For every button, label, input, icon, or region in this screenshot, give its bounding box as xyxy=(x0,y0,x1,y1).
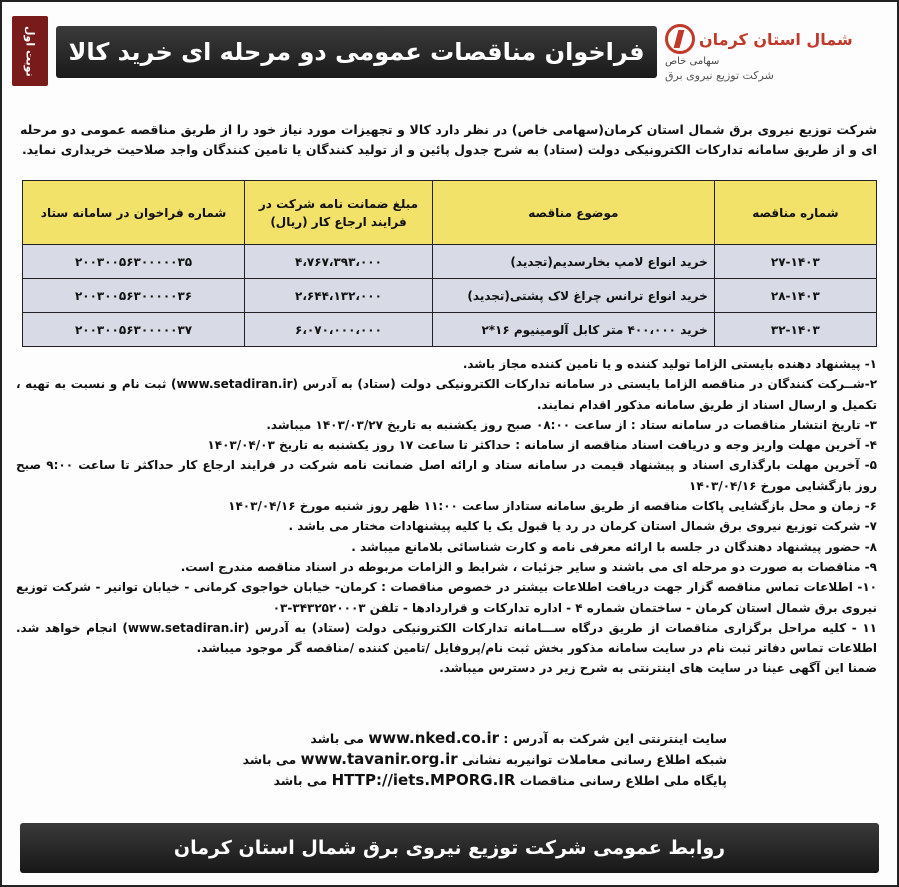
column-header-setad: شماره فراخوان در سامانه ستاد xyxy=(23,181,245,245)
tender-table xyxy=(22,180,877,347)
clause-item: ۱۱ - کلیه مراحل برگزاری مناقصات از طریق درگاه ســـامانه تدارکات الکترونیکی دولت (ستاد) به آدرس (www.setadiran.ir) انجام خواهد شد. اطلاعات تماس دفاتر ثبت نام در سایت سامانه مذکور بخش ثبت نام/پروفایل /تامین کننده /مناقصه گر موجود میباشد. xyxy=(16,620,877,656)
clause-item: ۲-شــرکت کنندگان در مناقصه الزاما بایستی در سامانه تدارکات الکترونیکی دولت (ستاد) به آدرس (www.setadiran.ir) ثبت نام و نسبت به تهیه ، تکمیل و ارسال اسناد از طریق سامانه مذکور اقدام نمایند. xyxy=(16,377,878,412)
table-row xyxy=(23,245,877,279)
table-row xyxy=(23,279,877,313)
table-row xyxy=(23,313,877,347)
setad-number: ۲۰۰۳۰۰۵۶۳۰۰۰۰۰۳۵ xyxy=(23,245,245,279)
website-line: سایت اینترنتی این شرکت به آدرس : www.nked.co.ir می باشد xyxy=(310,729,727,747)
clause-item: ۴- آخرین مهلت واریز وجه و دریافت اسناد مناقصه از سامانه : حداکثر تا ساعت ۱۷ روز یکشنبه به تاریخ ۱۴۰۳/۰۴/۰۳ xyxy=(207,438,877,453)
column-header-subject: موضوع مناقصه xyxy=(432,181,714,245)
clause-item: ۵- آخرین مهلت بارگذاری اسناد و پیشنهاد قیمت در سامانه ستاد و ارائه اصل ضمانت نامه شرکت در فرایند ارجاع کار حداکثر تا ساعت ۹:۰۰ صبح روز بازگشایی مورخ ۱۴۰۳/۰۴/۱۶ xyxy=(16,458,877,493)
clause-item: ۸- حضور پیشنهاد دهندگان در جلسه با ارائه معرفی نامه و کارت شناسائی بلامانع میباشد . xyxy=(351,539,877,554)
column-header-guarantee: مبلغ ضمانت نامه شرکت در فرایند ارجاع کار (ریال) xyxy=(245,181,433,245)
clause-item: ۹- مناقصات به صورت دو مرحله ای می باشند و سایر جزئیات ، شرایط و الزامات مربوطه در اسناد مناقصه مندرج است. xyxy=(180,559,877,574)
website-line: شبکه اطلاع رسانی معاملات توانیربه نشانی www.tavanir.org.ir می باشد xyxy=(242,750,727,768)
tender-subject: خرید ۴۰۰،۰۰۰ متر کابل آلومینیوم ۱۶*۲ xyxy=(432,313,714,347)
logo-subtitle: سهامی خاص xyxy=(665,56,720,67)
logo-name: شمال استان کرمان xyxy=(699,29,853,49)
intro-paragraph: شرکت توزیع نیروی برق شمال استان کرمان(سهامی خاص) در نظر دارد کالا و تجهیزات مورد نیاز خود را از طریق مناقصه عمومی دو مرحله ای و از طریق سامانه تدارکات الکترونیکی دولت (ستاد) به شرح جدول پائین و از تولید کنندگان یا تامین کنندگان واجد صلاحیت خریداری نماید. xyxy=(20,122,877,157)
setad-number: ۲۰۰۳۰۰۵۶۳۰۰۰۰۰۳۶ xyxy=(23,279,245,313)
tender-number: ۳۲-۱۴۰۳ xyxy=(714,313,876,347)
clause-item: ۱- پیشنهاد دهنده بایستی الزاما تولید کننده و یا تامین کننده مجاز باشد. xyxy=(462,357,877,371)
guarantee-amount: ۶،۰۷۰،۰۰۰،۰۰۰ xyxy=(245,313,433,347)
header xyxy=(12,16,887,88)
clause-item: ۶- زمان و محل بازگشایی پاکات مناقصه از طریق سامانه ستاداز ساعت ۱۱:۰۰ ظهر روز شنبه مورخ ۱۴۰۳/۰۴/۱۶ xyxy=(228,499,877,514)
lightning-logo-icon xyxy=(665,24,695,54)
website-link[interactable]: www.tavanir.org.ir xyxy=(300,750,458,768)
websites-list xyxy=(132,728,727,791)
table-header-row xyxy=(23,181,877,245)
logo-company-name: شرکت توزیع نیروی برق xyxy=(665,69,774,82)
page-title: فراخوان مناقصات عمومی دو مرحله ای خرید کالا xyxy=(56,26,657,78)
guarantee-amount: ۴،۷۶۷،۳۹۳،۰۰۰ xyxy=(245,245,433,279)
tender-number: ۲۷-۱۴۰۳ xyxy=(714,245,876,279)
website-link[interactable]: www.nked.co.ir xyxy=(368,729,499,747)
column-header-number: شماره مناقصه xyxy=(714,181,876,245)
tender-subject: خرید انواع لامپ بخارسدیم(تجدید) xyxy=(432,245,714,279)
website-link[interactable]: HTTP://iets.MPORG.IR xyxy=(331,771,516,789)
tender-subject: خرید انواع ترانس چراغ لاک پشتی(تجدید) xyxy=(432,279,714,313)
clause-item: ۳- تاریخ انتشار مناقصات در سامانه ستاد : از ساعت ۰۸:۰۰ صبح روز یکشنبه به تاریخ ۱۴۰۳/۰۳/۲۷ میباشد. xyxy=(266,417,877,432)
clause-item: ۷- شرکت توزیع نیروی برق شمال استان کرمان در رد یا قبول یک یا کلیه پیشنهادات مختار می باشد . xyxy=(288,519,877,534)
website-line: پایگاه ملی اطلاع رسانی مناقصات HTTP://iets.MPORG.IR می باشد xyxy=(273,771,727,789)
footer-banner: روابط عمومی شرکت توزیع نیروی برق شمال استان کرمان xyxy=(20,823,879,873)
round-badge: نوبت اول xyxy=(12,16,48,86)
guarantee-amount: ۲،۶۴۴،۱۳۲،۰۰۰ xyxy=(245,279,433,313)
company-logo xyxy=(665,22,887,84)
clauses-list xyxy=(16,354,877,679)
setad-number: ۲۰۰۳۰۰۵۶۳۰۰۰۰۰۳۷ xyxy=(23,313,245,347)
tender-number: ۲۸-۱۴۰۳ xyxy=(714,279,876,313)
clause-item: ۱۰- اطلاعات تماس مناقصه گزار جهت دریافت اطلاعات بیشتر در خصوص مناقصات : کرمان- خیابان خواجوی کرمانی - خیابان توانیر - شرکت توزیع نیروی برق شمال استان کرمان - ساختمان شماره ۴ - اداره تدارکات و قراردادها - تلفن ۳۴۳۲۵۲۰۰۰۳-۰۳ xyxy=(16,580,877,615)
clause-item: ضمنا این آگهی عینا در سایت های اینترنتی به شرح زیر در دسترس میباشد. xyxy=(439,661,877,676)
